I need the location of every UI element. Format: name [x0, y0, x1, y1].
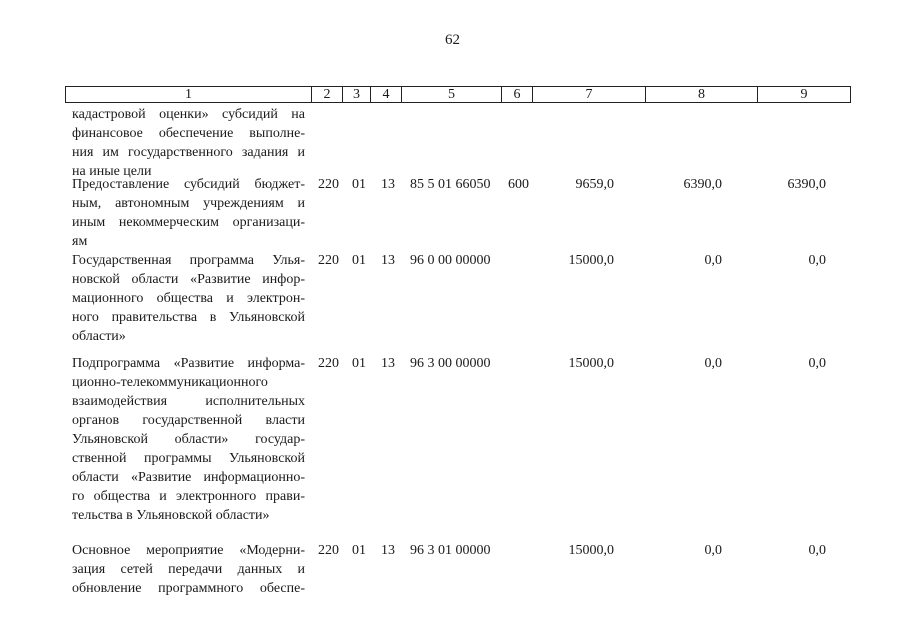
column-header-5: 5: [402, 87, 502, 103]
row-name: [72, 541, 305, 598]
row-name-line: тельства в Ульяновской области»: [72, 508, 270, 523]
column-header-4: 4: [371, 87, 402, 103]
cell-ministry: 220: [318, 543, 339, 558]
row-name-line: новской области «Развитие инфор-: [72, 272, 305, 287]
page-number: 62: [445, 32, 460, 48]
cell-subsection: 13: [381, 543, 395, 558]
cell-amount-2: 0,0: [704, 543, 722, 558]
cell-subsection: 13: [381, 253, 395, 268]
row-name: [72, 175, 305, 251]
cell-amount-1: 15000,0: [568, 356, 614, 371]
row-name: [72, 105, 305, 181]
cell-section: 01: [352, 356, 366, 371]
column-header-1: 1: [66, 87, 312, 103]
row-name-line: ственной программы Ульяновской: [72, 451, 305, 466]
cell-section: 01: [352, 253, 366, 268]
row-name-line: Ульяновской области» государ-: [72, 432, 305, 447]
cell-amount-3: 0,0: [808, 253, 826, 268]
row-name-line: органов государственной власти: [72, 413, 305, 428]
row-name-line: ния им государственного задания и: [72, 145, 305, 160]
cell-amount-2: 0,0: [704, 253, 722, 268]
cell-expense-type: 600: [508, 177, 529, 192]
row-name-line: ям: [72, 234, 88, 249]
row-name-line: Государственная программа Улья-: [72, 253, 305, 268]
column-header-9: 9: [758, 87, 851, 103]
row-name-line: Подпрограмма «Развитие информа-: [72, 356, 305, 371]
cell-section: 01: [352, 543, 366, 558]
row-name-line: кадастровой оценки» субсидий на: [72, 107, 305, 122]
row-name-line: Предоставление субсидий бюджет-: [72, 177, 305, 192]
row-name-line: иным некоммерческим организаци-: [72, 215, 305, 230]
cell-amount-2: 0,0: [704, 356, 722, 371]
cell-amount-1: 9659,0: [575, 177, 614, 192]
row-name-line: области «Развитие информационно-: [72, 470, 305, 485]
row-name-line: ным, автономным учреждениям и: [72, 196, 305, 211]
row-name-line: области»: [72, 329, 126, 344]
cell-section: 01: [352, 177, 366, 192]
row-name: [72, 251, 305, 346]
cell-amount-3: 0,0: [808, 356, 826, 371]
cell-ministry: 220: [318, 253, 339, 268]
cell-target-article: 85 5 01 66050: [410, 177, 491, 192]
row-name-line: го общества и электронного прави-: [72, 489, 305, 504]
cell-amount-3: 6390,0: [787, 177, 826, 192]
row-name-line: обновление программного обеспе-: [72, 581, 305, 596]
row-name: [72, 354, 305, 525]
column-header-6: 6: [502, 87, 533, 103]
cell-target-article: 96 0 00 00000: [410, 253, 491, 268]
cell-amount-2: 6390,0: [683, 177, 722, 192]
cell-ministry: 220: [318, 177, 339, 192]
row-name-line: взаимодействия исполнительных: [72, 394, 305, 409]
cell-amount-1: 15000,0: [568, 543, 614, 558]
row-name-line: зация сетей передачи данных и: [72, 562, 305, 577]
column-header-2: 2: [312, 87, 343, 103]
cell-amount-3: 0,0: [808, 543, 826, 558]
column-header-3: 3: [343, 87, 371, 103]
row-name-line: ционно-телекоммуникационного: [72, 375, 268, 390]
row-name-line: Основное мероприятие «Модерни-: [72, 543, 305, 558]
cell-ministry: 220: [318, 356, 339, 371]
row-name-line: финансовое обеспечение выполне-: [72, 126, 305, 141]
cell-subsection: 13: [381, 177, 395, 192]
cell-amount-1: 15000,0: [568, 253, 614, 268]
cell-subsection: 13: [381, 356, 395, 371]
cell-target-article: 96 3 01 00000: [410, 543, 491, 558]
row-name-line: мационного общества и электрон-: [72, 291, 305, 306]
row-name-line: на иные цели: [72, 164, 152, 179]
column-header-8: 8: [646, 87, 758, 103]
cell-target-article: 96 3 00 00000: [410, 356, 491, 371]
row-name-line: ного правительства в Ульяновской: [72, 310, 305, 325]
column-header-7: 7: [533, 87, 646, 103]
